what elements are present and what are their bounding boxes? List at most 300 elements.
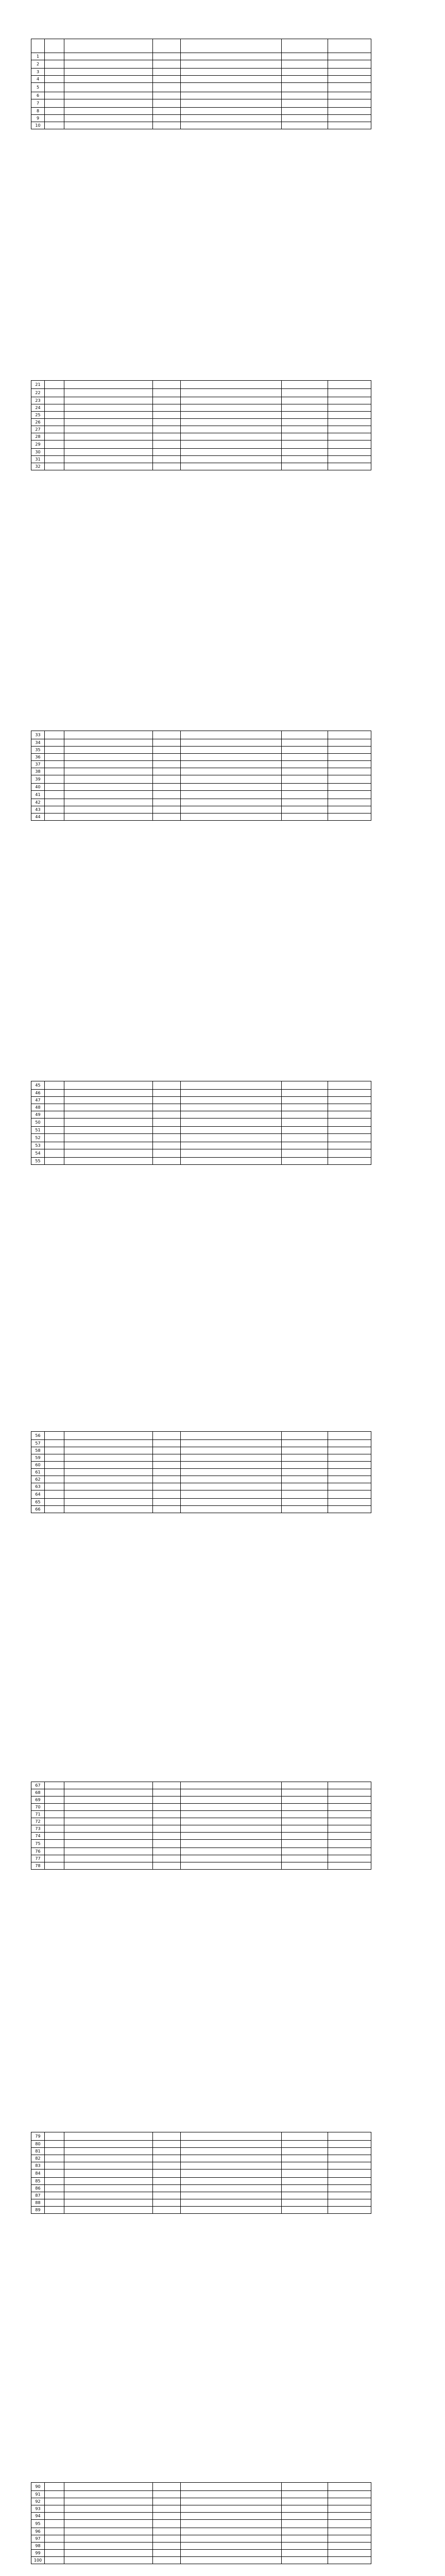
cell-name [64,412,153,419]
cell-type [153,731,181,739]
cell-type [153,69,181,76]
cell-remark [328,1833,371,1840]
cell-remark [328,2483,371,2491]
cell-name [64,122,153,129]
cell-phone [282,381,328,389]
cell-area [45,2155,64,2162]
cell-area [45,2491,64,2498]
cell-phone [282,60,328,69]
cell-area [45,1447,64,1454]
cell-type [153,122,181,129]
cell-name [64,2491,153,2498]
cell-no: 4 [31,76,45,83]
cell-name [64,799,153,806]
cell-no: 69 [31,1797,45,1804]
cell-no: 96 [31,2528,45,2535]
cell-phone [282,768,328,775]
cell-area [45,456,64,463]
cell-type [153,389,181,397]
cell-name [64,1118,153,1127]
table-row [31,1833,371,1840]
cell-phone [282,433,328,440]
table-page [31,1081,371,1165]
cell-phone [282,2520,328,2528]
data-table [31,380,371,470]
cell-area [45,1782,64,1789]
cell-name [64,2513,153,2520]
cell-type [153,1476,181,1483]
cell-no: 46 [31,1090,45,1097]
cell-name [64,1782,153,1789]
table-row [31,775,371,784]
cell-remark [328,1782,371,1789]
cell-no: 9 [31,115,45,122]
cell-address [181,2199,282,2207]
cell-no: 41 [31,791,45,799]
cell-area [45,76,64,83]
table-row [31,449,371,456]
cell-type [153,2170,181,2178]
cell-area [45,60,64,69]
cell-phone [282,1499,328,1506]
cell-area [45,2178,64,2185]
cell-type [153,1862,181,1870]
cell-area [45,2192,64,2199]
cell-name [64,1432,153,1440]
cell-no: 1 [31,53,45,60]
cell-remark [328,1111,371,1118]
cell-no: 10 [31,122,45,129]
table-row [31,108,371,115]
table-row [31,2543,371,2550]
cell-address [181,76,282,83]
table-row [31,412,371,419]
cell-address [181,799,282,806]
cell-no: 80 [31,2141,45,2148]
cell-no: 88 [31,2199,45,2207]
cell-no: 81 [31,2148,45,2155]
cell-phone [282,1111,328,1118]
cell-area [45,1090,64,1097]
cell-remark [328,1789,371,1797]
cell-name [64,1127,153,1134]
cell-address [181,1149,282,1158]
cell-remark [328,1469,371,1476]
cell-area [45,1848,64,1855]
cell-phone [282,1811,328,1818]
column-header-no [31,39,45,53]
cell-phone [282,2207,328,2214]
cell-no: 27 [31,426,45,433]
cell-area [45,1811,64,1818]
cell-type [153,1782,181,1789]
cell-area [45,1862,64,1870]
cell-name [64,2535,153,2543]
cell-name [64,2162,153,2170]
cell-type [153,1818,181,1825]
cell-phone [282,2557,328,2564]
cell-name [64,449,153,456]
cell-area [45,419,64,426]
cell-type [153,1811,181,1818]
cell-address [181,1797,282,1804]
cell-area [45,791,64,799]
cell-remark [328,791,371,799]
cell-address [181,1432,282,1440]
cell-address [181,1840,282,1848]
cell-remark [328,83,371,92]
cell-remark [328,1447,371,1454]
table-row [31,1840,371,1848]
cell-no: 82 [31,2155,45,2162]
cell-address [181,1490,282,1499]
cell-phone [282,731,328,739]
table-row [31,2141,371,2148]
cell-remark [328,1483,371,1490]
cell-no: 64 [31,1490,45,1499]
table-row [31,1118,371,1127]
cell-address [181,381,282,389]
cell-area [45,806,64,814]
cell-type [153,456,181,463]
cell-name [64,1158,153,1165]
cell-type [153,2207,181,2214]
cell-remark [328,1090,371,1097]
table-row [31,2535,371,2543]
cell-area [45,1506,64,1513]
cell-no: 93 [31,2505,45,2513]
cell-type [153,2185,181,2192]
cell-area [45,1118,64,1127]
cell-no: 89 [31,2207,45,2214]
cell-no: 49 [31,1111,45,1118]
cell-remark [328,2550,371,2557]
cell-name [64,2132,153,2141]
cell-type [153,53,181,60]
cell-name [64,1797,153,1804]
cell-type [153,739,181,747]
cell-address [181,2170,282,2178]
cell-area [45,2550,64,2557]
cell-area [45,2170,64,2178]
cell-name [64,784,153,791]
cell-type [153,1840,181,1848]
cell-no: 70 [31,1804,45,1811]
cell-no: 39 [31,775,45,784]
cell-no: 5 [31,83,45,92]
table-row [31,2520,371,2528]
cell-remark [328,1432,371,1440]
cell-phone [282,1447,328,1454]
cell-no: 60 [31,1462,45,1469]
cell-address [181,449,282,456]
cell-type [153,2141,181,2148]
cell-address [181,1440,282,1447]
cell-address [181,2535,282,2543]
table-row [31,1447,371,1454]
cell-name [64,1104,153,1111]
cell-area [45,1833,64,1840]
cell-area [45,747,64,754]
cell-phone [282,1483,328,1490]
cell-phone [282,419,328,426]
cell-remark [328,69,371,76]
cell-phone [282,122,328,129]
cell-no: 91 [31,2491,45,2498]
cell-remark [328,1848,371,1855]
cell-remark [328,60,371,69]
cell-name [64,404,153,412]
cell-name [64,1142,153,1149]
cell-address [181,2543,282,2550]
cell-name [64,1499,153,1506]
cell-remark [328,2543,371,2550]
cell-phone [282,2550,328,2557]
cell-no: 35 [31,747,45,754]
table-row [31,2557,371,2564]
table-row [31,1499,371,1506]
cell-address [181,2141,282,2148]
cell-remark [328,419,371,426]
cell-name [64,1111,153,1118]
cell-type [153,449,181,456]
table-row [31,791,371,799]
cell-phone [282,2185,328,2192]
table-row [31,2505,371,2513]
cell-address [181,2185,282,2192]
header-row [31,39,371,53]
cell-type [153,1111,181,1118]
cell-address [181,814,282,821]
cell-no: 47 [31,1097,45,1104]
cell-phone [282,456,328,463]
cell-address [181,433,282,440]
cell-remark [328,1142,371,1149]
cell-type [153,784,181,791]
cell-remark [328,389,371,397]
cell-phone [282,1149,328,1158]
cell-area [45,814,64,821]
table-row [31,2483,371,2491]
cell-address [181,1158,282,1165]
cell-area [45,2535,64,2543]
cell-remark [328,2192,371,2199]
table-row [31,419,371,426]
cell-remark [328,747,371,754]
table-row [31,2513,371,2520]
cell-name [64,806,153,814]
cell-phone [282,1855,328,1862]
cell-name [64,1804,153,1811]
data-table [31,2482,371,2564]
cell-remark [328,404,371,412]
cell-area [45,2185,64,2192]
table-row [31,747,371,754]
table-page [31,1431,371,1513]
cell-phone [282,1782,328,1789]
cell-remark [328,440,371,449]
cell-phone [282,1789,328,1797]
cell-address [181,1782,282,1789]
cell-no: 58 [31,1447,45,1454]
cell-type [153,2520,181,2528]
cell-no: 62 [31,1476,45,1483]
table-row [31,761,371,768]
cell-no: 63 [31,1483,45,1490]
cell-name [64,76,153,83]
cell-remark [328,1506,371,1513]
cell-type [153,768,181,775]
cell-type [153,426,181,433]
cell-phone [282,761,328,768]
cell-area [45,1490,64,1499]
cell-name [64,1833,153,1840]
cell-no: 67 [31,1782,45,1789]
cell-phone [282,2483,328,2491]
table-row [31,1825,371,1833]
cell-type [153,1833,181,1840]
cell-address [181,456,282,463]
cell-type [153,1483,181,1490]
table-row [31,1111,371,1118]
cell-type [153,1490,181,1499]
cell-area [45,122,64,129]
data-table [31,1782,371,1870]
cell-area [45,108,64,115]
table-row [31,433,371,440]
cell-address [181,1142,282,1149]
cell-area [45,1804,64,1811]
cell-phone [282,806,328,814]
cell-area [45,449,64,456]
cell-remark [328,2148,371,2155]
cell-no: 2 [31,60,45,69]
cell-no: 95 [31,2520,45,2528]
cell-name [64,2543,153,2550]
cell-phone [282,2192,328,2199]
cell-remark [328,2535,371,2543]
cell-phone [282,2141,328,2148]
cell-area [45,1104,64,1111]
cell-no: 65 [31,1499,45,1506]
cell-no: 22 [31,389,45,397]
cell-type [153,397,181,404]
table-row [31,2550,371,2557]
cell-address [181,2192,282,2199]
cell-remark [328,1134,371,1142]
cell-area [45,1111,64,1118]
cell-no: 21 [31,381,45,389]
table-page [31,380,371,470]
table-row [31,1462,371,1469]
cell-type [153,1462,181,1469]
cell-area [45,2148,64,2155]
table-row [31,1432,371,1440]
cell-area [45,115,64,122]
column-header-remark [328,39,371,53]
cell-remark [328,761,371,768]
cell-address [181,1789,282,1797]
cell-name [64,440,153,449]
cell-name [64,463,153,470]
cell-remark [328,108,371,115]
data-table [31,1431,371,1513]
cell-remark [328,775,371,784]
cell-type [153,99,181,108]
cell-type [153,1440,181,1447]
cell-type [153,115,181,122]
cell-phone [282,2170,328,2178]
cell-no: 73 [31,1825,45,1833]
cell-name [64,1848,153,1855]
cell-remark [328,1840,371,1848]
cell-area [45,404,64,412]
cell-address [181,1825,282,1833]
cell-area [45,2543,64,2550]
cell-remark [328,2141,371,2148]
cell-remark [328,1476,371,1483]
cell-address [181,1134,282,1142]
cell-no: 30 [31,449,45,456]
cell-remark [328,2513,371,2520]
cell-phone [282,115,328,122]
cell-no: 53 [31,1142,45,1149]
cell-remark [328,1797,371,1804]
cell-phone [282,1862,328,1870]
table-row [31,2528,371,2535]
cell-phone [282,1432,328,1440]
cell-phone [282,1118,328,1127]
cell-name [64,381,153,389]
cell-address [181,775,282,784]
data-table [31,39,371,129]
cell-area [45,2199,64,2207]
table-row [31,99,371,108]
cell-phone [282,53,328,60]
table-row [31,1097,371,1104]
column-header-address [181,39,282,53]
cell-type [153,76,181,83]
column-header-phone [282,39,328,53]
cell-type [153,2528,181,2535]
cell-remark [328,1440,371,1447]
cell-phone [282,1490,328,1499]
cell-type [153,1118,181,1127]
table-row [31,2491,371,2498]
cell-phone [282,1127,328,1134]
cell-phone [282,2178,328,2185]
cell-address [181,2550,282,2557]
table-row [31,1149,371,1158]
table-row [31,122,371,129]
cell-name [64,2505,153,2513]
cell-type [153,1097,181,1104]
table-row [31,1127,371,1134]
cell-no: 74 [31,1833,45,1840]
cell-area [45,2162,64,2170]
cell-phone [282,1469,328,1476]
cell-address [181,1476,282,1483]
cell-remark [328,754,371,761]
cell-no: 42 [31,799,45,806]
table-row [31,1506,371,1513]
cell-address [181,99,282,108]
cell-name [64,2199,153,2207]
cell-type [153,2491,181,2498]
cell-type [153,806,181,814]
cell-remark [328,1127,371,1134]
table-row [31,440,371,449]
